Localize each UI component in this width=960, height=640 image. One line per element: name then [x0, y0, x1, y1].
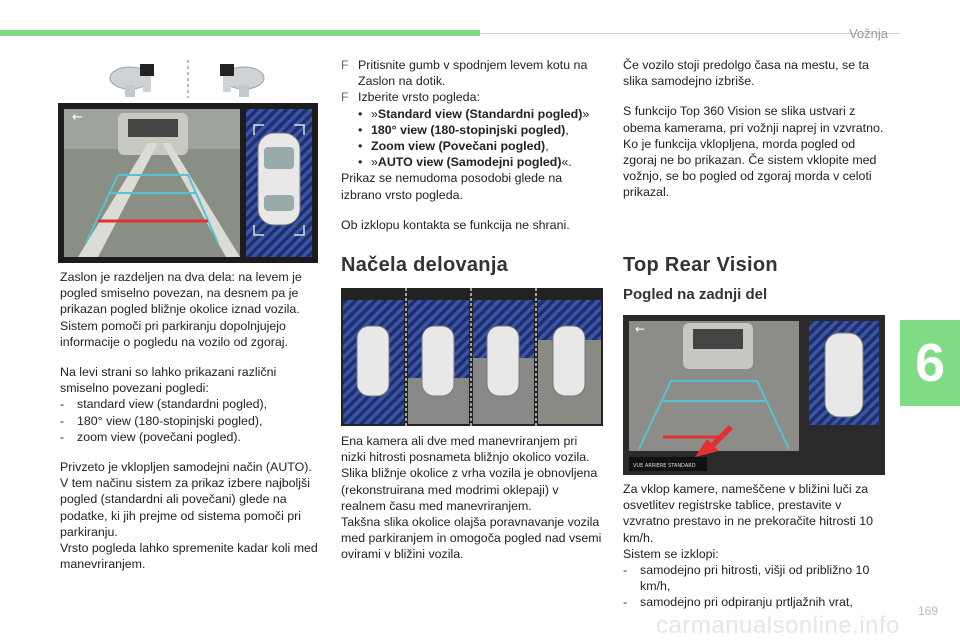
dot-icon: • [358, 139, 363, 154]
page-number: 169 [917, 604, 938, 618]
view-mode-label: VUE ARRIERE STANDARD [633, 463, 696, 469]
back-arrow-icon: ← [72, 110, 83, 125]
paragraph: Takšna slika okolice olajša poravnavanje vozila med parkiranjem in omogoča pogled nad vsemi ovirami v bližini vozila. [341, 515, 602, 562]
view-type-item: • »Standard view (Standardni pogled)» [358, 106, 590, 121]
column-2-description [341, 433, 603, 563]
list-item: - zoom view (povečani pogled). [60, 429, 241, 444]
right-mirror-icon [220, 64, 264, 97]
paragraph: Ob izklopu kontakta se funkcija ne shrani. [341, 217, 570, 232]
step-item: F Pritisnite gumb v spodnjem levem kotu na Zaslon na dotik. [341, 58, 588, 89]
view-type-item: • 180° view (180-stopinjski pogled), [358, 122, 569, 137]
section-heading: Top Rear Vision [623, 254, 778, 276]
view-type-item: • Zoom view (Povečani pogled), [358, 139, 549, 154]
camera-display-image [58, 103, 318, 263]
step-bullet-icon: F [341, 90, 349, 105]
steps-list [341, 57, 603, 106]
view-list [60, 396, 322, 445]
header-rule [480, 33, 900, 34]
watermark: carmanualsonline.info [656, 612, 900, 639]
back-arrow-icon: ← [635, 322, 646, 336]
dot-icon: • [358, 155, 363, 170]
chapter-tab: 6 [900, 320, 960, 406]
column-3-bottom-text [623, 481, 885, 611]
dash-icon: - [60, 429, 65, 444]
switch-off-list [623, 562, 885, 611]
rear-vision-display-image [623, 315, 885, 475]
dash-icon: - [60, 397, 65, 412]
paragraph: Vrsto pogleda lahko spremenite kadar koli med manevriranjem. [60, 541, 318, 572]
paragraph: Če vozilo stoji predolgo časa na mestu, se ta slika samodejno izbriše. [623, 58, 869, 89]
header-accent-bar [0, 30, 480, 36]
list-item: - standard view (standardni pogled), [60, 397, 268, 412]
step-bullet-icon: F [341, 58, 349, 72]
paragraph: Slika bližnje okolice z vrha vozila je obnovljena (rekonstruirana med modrimi oklepaji) v realnem času med manevriranjem. [341, 466, 598, 513]
step-item: F Izberite vrsto pogleda: [341, 90, 480, 105]
mirror-selection-icon [100, 58, 280, 100]
list-item: - samodejno pri odpiranju prtljažnih vrat, [623, 595, 853, 610]
sequence-frame-4 [538, 300, 601, 424]
sequence-frame-3 [473, 300, 534, 424]
dash-icon: - [623, 595, 628, 610]
section-heading: Načela delovanja [341, 254, 509, 276]
dot-icon: • [358, 106, 363, 121]
top-view-sequence-image [341, 288, 603, 426]
view-type-item: • »AUTO view (Samodejni pogled)«. [358, 155, 572, 170]
subsection-heading: Pogled na zadnji del [623, 286, 768, 303]
left-mirror-icon [110, 64, 154, 97]
paragraph: Sistem se izklopi: [623, 546, 719, 561]
column-3-text [623, 57, 885, 201]
dash-icon: - [623, 563, 628, 578]
view-type-list [341, 106, 603, 171]
paragraph: Na levi strani so lahko prikazani različni smiselno povezani pogledi: [60, 365, 277, 396]
sequence-frame-1 [343, 300, 404, 424]
section-title: Vožnja [848, 26, 888, 41]
paragraph: S funkcijo Top 360 Vision se slika ustvari z obema kamerama, pri vožnji naprej in vzvratno. [623, 104, 884, 135]
paragraph: Privzeto je vklopljen samodejni način (AUTO). V tem načinu sistem za prikaz izbere najboljši pogled (standardni ali povečani) glede na podatke, ki jih prejme od sistema pomoči pri parkiranju. [60, 460, 312, 539]
dot-icon: • [358, 122, 363, 137]
paragraph: Ko je funkcija vklopljena, morda pogled od zgoraj ne bo prikazan. Če sistem vklopite med vožnjo, se bo pogled od zgoraj morda v celoti prikazal. [623, 136, 877, 200]
dash-icon: - [60, 413, 65, 428]
paragraph: Za vklop kamere, nameščene v bližini luči za osvetlitev registrske tablice, prestavite v vzvratno prestavo in ne prekoračite hitrosti 10 km/h. [623, 482, 874, 545]
paragraph: Zaslon je razdeljen na dva dela: na levem je pogled smiselno povezan, na desnem pa je prikazan pogled bližnje okolice iznad vozila. Sistem pomoči pri parkiranju dopolnjujejo informacije o pogledu na vozilo od zgoraj. [60, 270, 302, 349]
sequence-frame-2 [408, 300, 469, 424]
paragraph: Ena kamera ali dve med manevriranjem pri nizki hitrosti posnameta bližnjo okolico vozila. [341, 434, 590, 465]
paragraph: Prikaz se nemudoma posodobi glede na izbrano vrsto pogleda. [341, 171, 563, 202]
column-1-text [60, 269, 322, 586]
list-item: - samodejno pri hitrosti, višji od približno 10 km/h, [623, 563, 870, 594]
column-2-text [341, 57, 603, 247]
list-item: - 180° view (180-stopinjski pogled), [60, 413, 263, 428]
